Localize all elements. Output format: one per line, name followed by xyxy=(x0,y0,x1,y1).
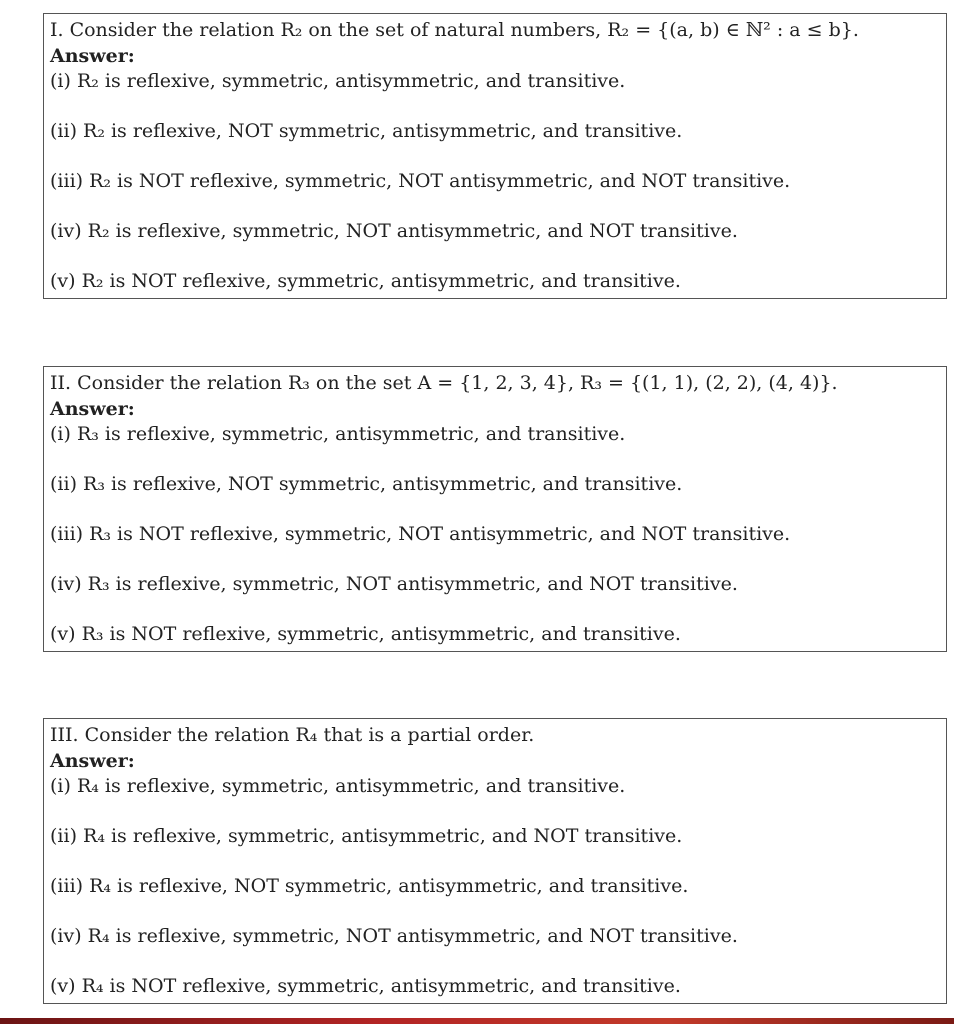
answer-option-ii[interactable]: (ii) R₃ is reflexive, NOT symmetric, antisymmetric, and transitive. xyxy=(50,473,683,495)
answer-option-ii[interactable]: (ii) R₄ is reflexive, symmetric, antisymmetric, and NOT transitive. xyxy=(50,825,683,847)
answer-option-iv[interactable]: (iv) R₃ is reflexive, symmetric, NOT antisymmetric, and NOT transitive. xyxy=(50,573,738,595)
question-statement: I. Consider the relation R₂ on the set of natural numbers, R₂ = {(a, b) ∈ ℕ² : a ≤ b}. xyxy=(50,19,859,41)
answer-option-iii[interactable]: (iii) R₄ is reflexive, NOT symmetric, antisymmetric, and transitive. xyxy=(50,875,689,897)
bottom-color-strip xyxy=(0,1018,954,1024)
answer-option-i[interactable]: (i) R₂ is reflexive, symmetric, antisymmetric, and transitive. xyxy=(50,70,626,92)
answer-option-iii[interactable]: (iii) R₂ is NOT reflexive, symmetric, NOT antisymmetric, and NOT transitive. xyxy=(50,170,791,192)
answer-option-iii[interactable]: (iii) R₃ is NOT reflexive, symmetric, NOT antisymmetric, and NOT transitive. xyxy=(50,523,791,545)
question-box-1 xyxy=(43,13,947,299)
answer-option-v[interactable]: (v) R₃ is NOT reflexive, symmetric, antisymmetric, and transitive. xyxy=(50,623,681,645)
answer-option-i[interactable]: (i) R₃ is reflexive, symmetric, antisymmetric, and transitive. xyxy=(50,423,626,445)
answer-label: Answer: xyxy=(50,45,135,67)
answer-label: Answer: xyxy=(50,750,135,772)
answer-option-i[interactable]: (i) R₄ is reflexive, symmetric, antisymmetric, and transitive. xyxy=(50,775,626,797)
answer-option-iv[interactable]: (iv) R₄ is reflexive, symmetric, NOT antisymmetric, and NOT transitive. xyxy=(50,925,738,947)
answer-label: Answer: xyxy=(50,398,135,420)
question-box-2 xyxy=(43,366,947,652)
answer-option-v[interactable]: (v) R₂ is NOT reflexive, symmetric, antisymmetric, and transitive. xyxy=(50,270,681,292)
answer-option-ii[interactable]: (ii) R₂ is reflexive, NOT symmetric, antisymmetric, and transitive. xyxy=(50,120,683,142)
question-box-3 xyxy=(43,718,947,1004)
answer-option-iv[interactable]: (iv) R₂ is reflexive, symmetric, NOT antisymmetric, and NOT transitive. xyxy=(50,220,738,242)
question-statement: III. Consider the relation R₄ that is a partial order. xyxy=(50,724,535,746)
question-statement: II. Consider the relation R₃ on the set A = {1, 2, 3, 4}, R₃ = {(1, 1), (2, 2), (4, 4)}. xyxy=(50,372,838,394)
answer-option-v[interactable]: (v) R₄ is NOT reflexive, symmetric, antisymmetric, and transitive. xyxy=(50,975,681,997)
